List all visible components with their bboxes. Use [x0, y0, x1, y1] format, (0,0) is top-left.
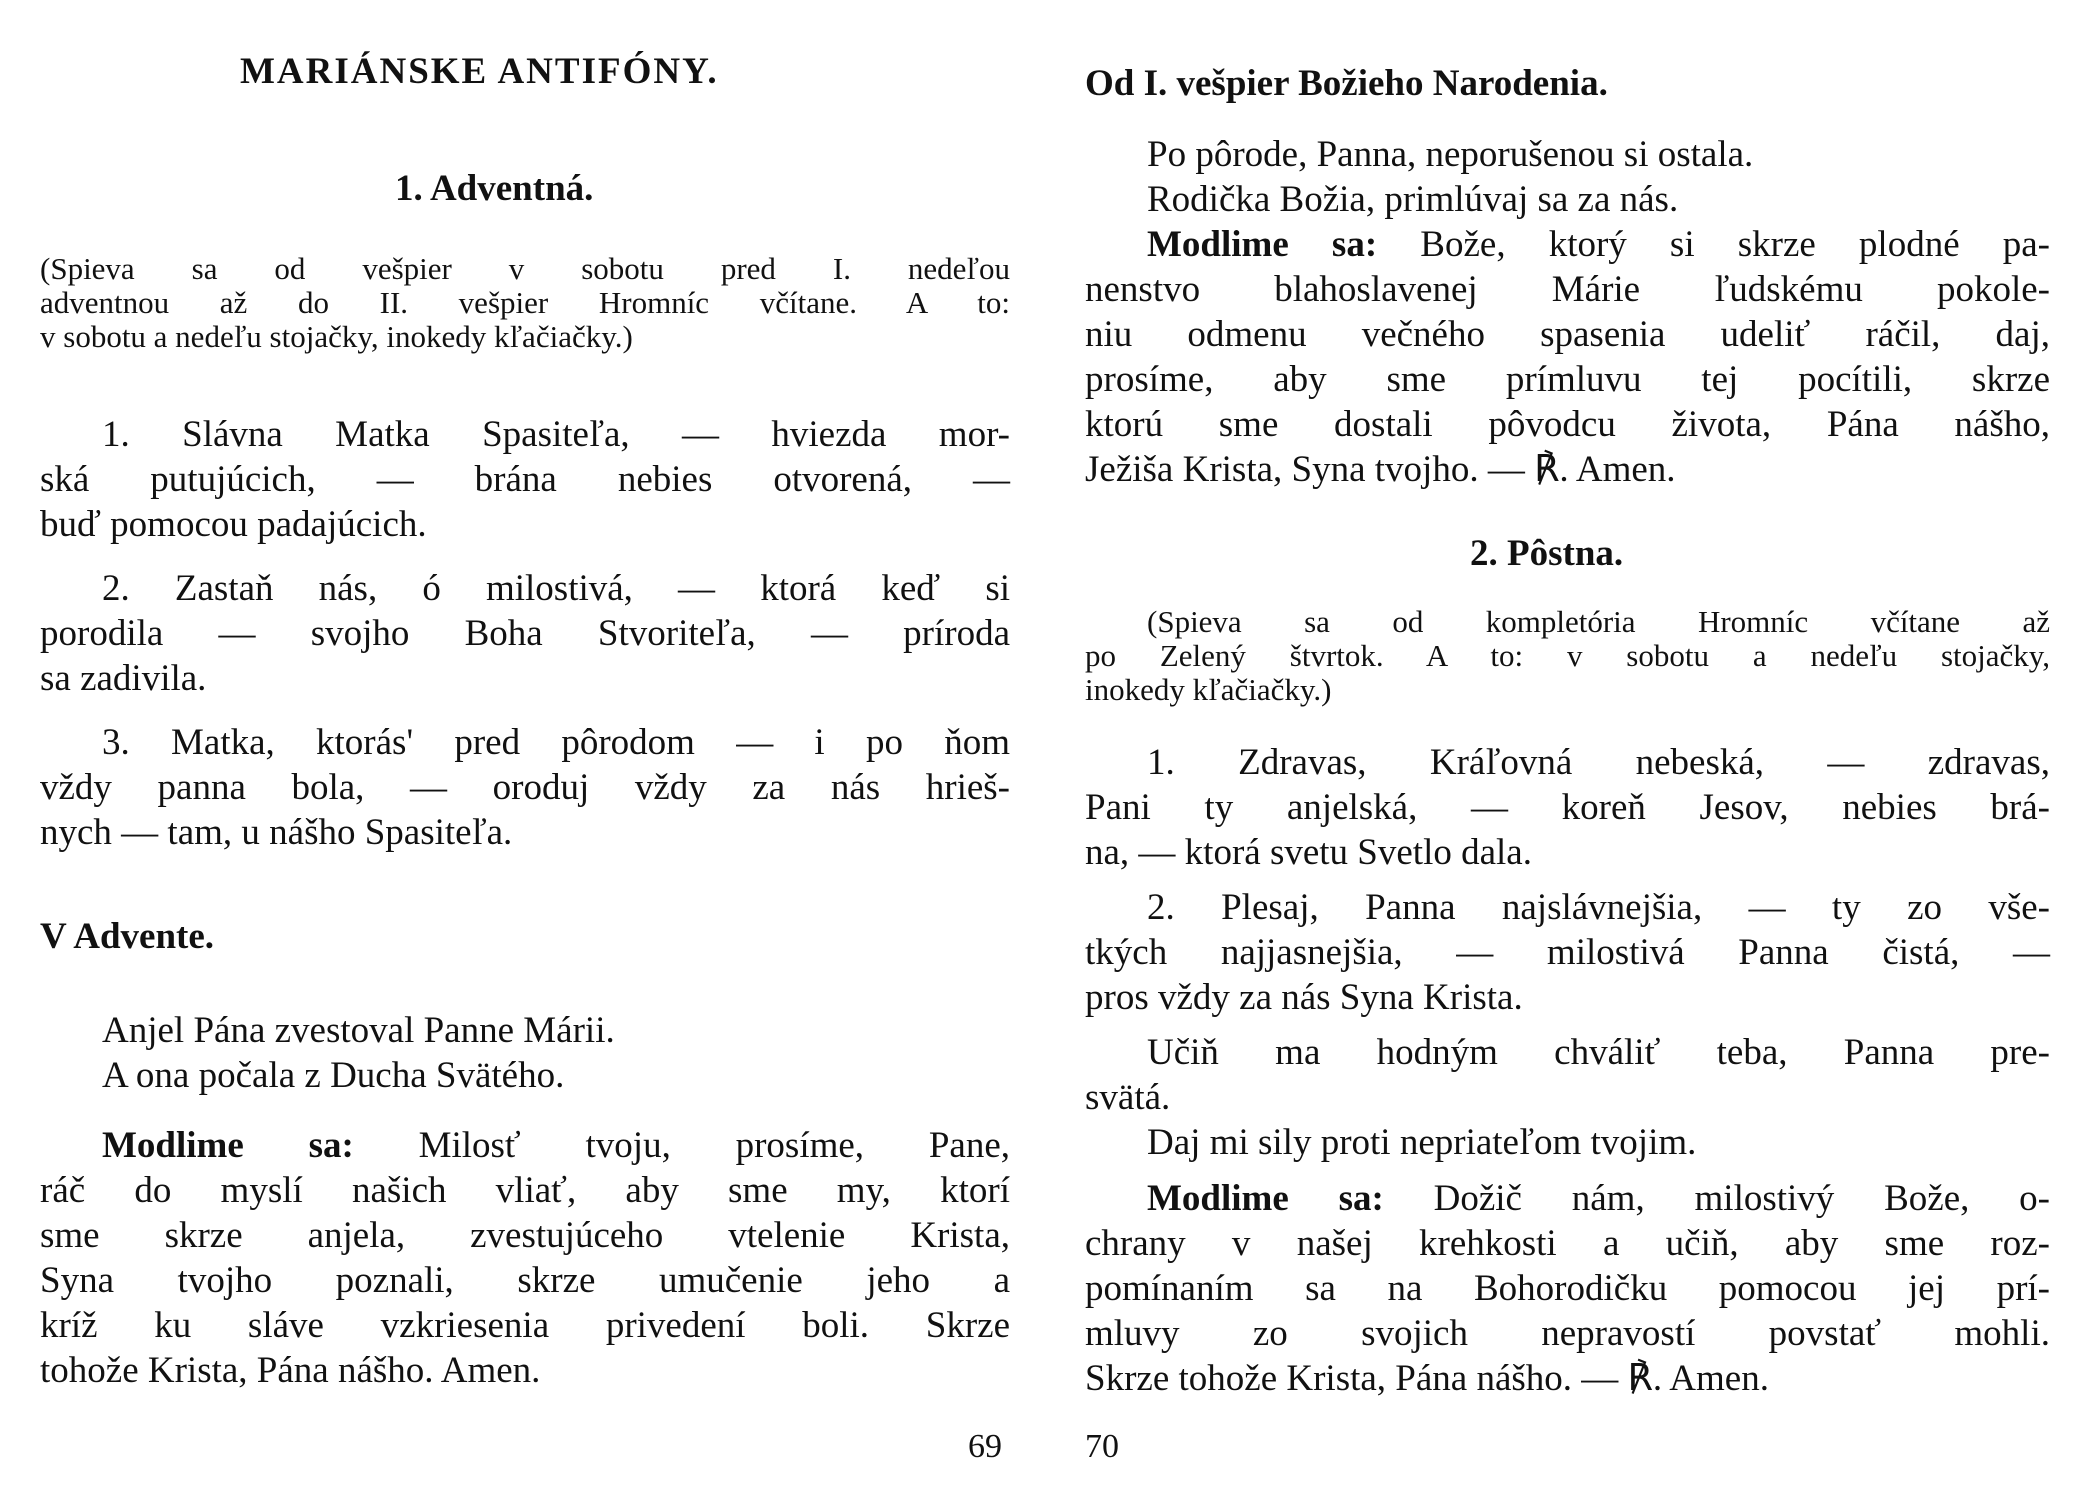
note-line: po Zelený štvrtok. A to: v sobotu a nedeľu stojačky,	[1085, 638, 2050, 673]
versicle-response-2	[1085, 1030, 2050, 1165]
prayer-line: mluvy zo svojich nepravostí povstať mohli.	[1085, 1313, 2050, 1354]
versicle: svätá.	[1085, 1077, 1171, 1118]
response: A ona počala z Ducha Svätého.	[102, 1055, 565, 1096]
verse-3	[40, 720, 1010, 855]
versicle-response	[40, 1008, 1010, 1098]
prayer-text: Bože, ktorý si skrze plodné pa-	[1420, 224, 2050, 265]
note-line: v sobotu a nedeľu stojačky, inokedy kľačiačky.)	[40, 319, 633, 354]
verse-line: 2. Zastaň nás, ó milostivá, — ktorá keď si	[102, 568, 1010, 609]
verse-line: Pani ty anjelská, — koreň Jesov, nebies brá-	[1085, 787, 2050, 828]
page-number: 69	[968, 1428, 1002, 1465]
note-line: (Spieva sa od kompletória Hromníc včítane až	[1147, 604, 2050, 639]
left-page	[40, 0, 1010, 1500]
versicle: Po pôrode, Panna, neporušenou si ostala.	[1147, 134, 1754, 175]
section-heading: 1. Adventná.	[395, 168, 594, 209]
prayer	[1085, 222, 2050, 492]
verse-line: vždy panna bola, — oroduj vždy za nás hrieš-	[40, 767, 1010, 808]
versicle: Učiň ma hodným chváliť teba, Panna pre-	[1147, 1032, 2050, 1073]
versicle: Anjel Pána zvestoval Panne Márii.	[102, 1010, 615, 1051]
versicle-response	[1085, 132, 2050, 222]
verse-1	[40, 412, 1010, 547]
verse-2	[40, 566, 1010, 701]
verse-line: ská putujúcich, — brána nebies otvorená, —	[40, 459, 1010, 500]
prayer-label: Modlime sa:	[1147, 224, 1378, 265]
page-title: MARIÁNSKE ANTIFÓNY.	[240, 51, 719, 92]
prayer-line: nenstvo blahoslavenej Márie ľudskému pokole-	[1085, 269, 2050, 310]
prayer-line: Ježiša Krista, Syna tvojho. — ℟. Amen.	[1085, 449, 1676, 490]
prayer-line: tohože Krista, Pána nášho. Amen.	[40, 1350, 541, 1391]
prayer-line	[40, 1123, 1010, 1168]
page-number: 70	[1085, 1428, 1119, 1465]
verse-line: buď pomocou padajúcich.	[40, 504, 427, 545]
section-heading: Od I. vešpier Božieho Narodenia.	[1085, 63, 1608, 104]
prayer-line: ráč do myslí našich vliať, aby sme my, ktorí	[40, 1170, 1010, 1211]
prayer-text: Dožič nám, milostivý Bože, o-	[1433, 1178, 2050, 1219]
prayer-line: Skrze tohože Krista, Pána nášho. — ℟. Amen.	[1085, 1358, 1769, 1399]
verse-line: 2. Plesaj, Panna najslávnejšia, — ty zo vše-	[1147, 887, 2050, 928]
verse-line: nych — tam, u nášho Spasiteľa.	[40, 812, 513, 853]
verse-line: 3. Matka, ktorás' pred pôrodom — i po ňom	[102, 722, 1010, 763]
prayer-text: Milosť tvoju, prosíme, Pane,	[418, 1125, 1010, 1166]
verse-line: porodila — svojho Boha Stvoriteľa, — príroda	[40, 613, 1010, 654]
prayer-label: Modlime sa:	[1147, 1178, 1384, 1219]
response: Rodička Božia, primlúvaj sa za nás.	[1147, 179, 1679, 220]
verse-line: tkých najjasnejšia, — milostivá Panna čistá, —	[1085, 932, 2050, 973]
prayer-label: Modlime sa:	[102, 1125, 354, 1166]
verse-2	[1085, 885, 2050, 1020]
response: Daj mi sily proti nepriateľom tvojim.	[1147, 1122, 1697, 1163]
prayer-line: niu odmenu večného spasenia udeliť ráčil, daj,	[1085, 314, 2050, 355]
prayer	[40, 1123, 1010, 1393]
note-line: adventnou až do II. vešpier Hromníc včítane. A to:	[40, 285, 1010, 320]
right-page	[1085, 0, 2050, 1500]
prayer-line: sme skrze anjela, zvestujúceho vtelenie Krista,	[40, 1215, 1010, 1256]
note-line: (Spieva sa od vešpier v sobotu pred I. nedeľou	[40, 251, 1010, 286]
prayer-line: Syna tvojho poznali, skrze umučenie jeho a	[40, 1260, 1010, 1301]
prayer-line: pomínaním sa na Bohorodičku pomocou jej prí-	[1085, 1268, 2050, 1309]
section-heading-advent: V Advente.	[40, 916, 215, 957]
prayer-2	[1085, 1176, 2050, 1401]
verse-1	[1085, 740, 2050, 875]
prayer-line	[1085, 222, 2050, 267]
prayer-line	[1085, 1176, 2050, 1221]
prayer-line: prosíme, aby sme prímluvu tej pocítili, skrze	[1085, 359, 2050, 400]
verse-line: 1. Zdravas, Kráľovná nebeská, — zdravas,	[1147, 742, 2050, 783]
note-line: inokedy kľačiačky.)	[1085, 672, 1332, 707]
verse-line: sa zadivila.	[40, 658, 207, 699]
section-heading-lent: 2. Pôstna.	[1470, 533, 1624, 574]
rubric-note	[1085, 605, 2050, 707]
verse-line: pros vždy za nás Syna Krista.	[1085, 977, 1523, 1018]
prayer-line: kríž ku sláve vzkriesenia privedení boli. Skrze	[40, 1305, 1010, 1346]
prayer-line: ktorú sme dostali pôvodcu života, Pána nášho,	[1085, 404, 2050, 445]
verse-line: 1. Slávna Matka Spasiteľa, — hviezda mor-	[102, 414, 1010, 455]
verse-line: na, — ktorá svetu Svetlo dala.	[1085, 832, 1532, 873]
rubric-note	[40, 252, 1010, 354]
prayer-line: chrany v našej krehkosti a učiň, aby sme roz-	[1085, 1223, 2050, 1264]
